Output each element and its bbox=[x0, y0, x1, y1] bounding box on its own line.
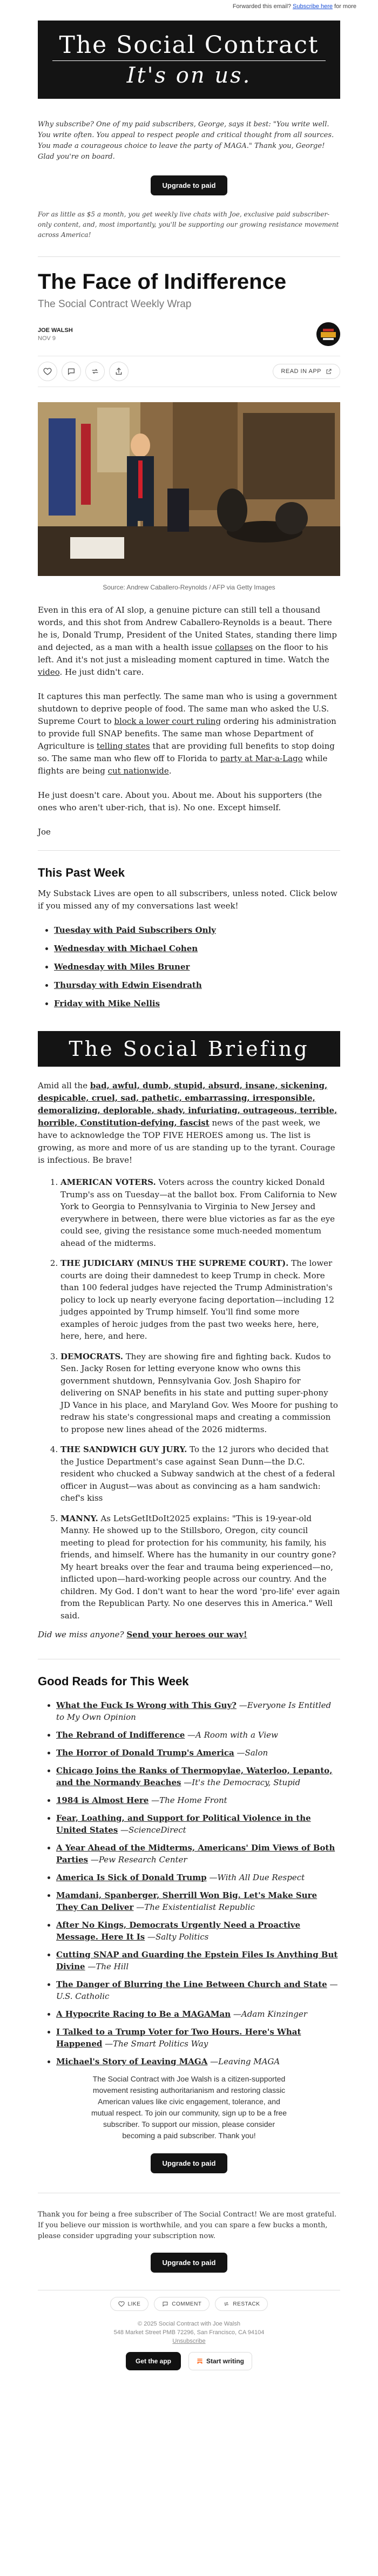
list-item: 4. THE SANDWICH GUY JURY. To the 12 jurors who decided that the Justice Department's case against Sean Dunn—the D.C. resident who chucked a Subway sandwich at the chest of a federal officer in August—was about as convincing as a ham sandwich: chef's kiss bbox=[60, 1443, 340, 1504]
divider bbox=[38, 256, 340, 257]
banner-subtitle: It's on us. bbox=[126, 63, 252, 88]
list-item: • 1984 is Almost Here —The Home Front bbox=[56, 1794, 340, 1806]
past-week-list bbox=[38, 924, 340, 1009]
list-item[interactable]: • Friday with Mike Nellis bbox=[54, 998, 340, 1009]
list-item: • What the Fuck Is Wrong with This Guy? —Everyone Is Entitled to My Own Opinion bbox=[56, 1699, 340, 1723]
list-item: • Cutting SNAP and Guarding the Epstein Files Is Anything But Divine —The Hill bbox=[56, 1949, 340, 1972]
unsubscribe-link[interactable]: Unsubscribe bbox=[172, 2338, 206, 2344]
list-item: • The Rebrand of Indifference —A Room with a View bbox=[56, 1729, 340, 1741]
cut-nationwide-link[interactable]: cut nationwide bbox=[107, 766, 169, 776]
forward-bar bbox=[0, 0, 378, 13]
past-week-intro: My Substack Lives are open to all subscribers, unless noted. Click below if you missed any of my conversations last week! bbox=[38, 889, 338, 911]
read-in-app-button[interactable]: READ IN APP bbox=[273, 364, 340, 379]
good-reads-heading: Good Reads for This Week bbox=[38, 1675, 189, 1688]
post-subtitle: The Social Contract Weekly Wrap bbox=[38, 299, 192, 310]
mar-a-lago-link[interactable]: party at Mar-a-Lago bbox=[220, 754, 303, 763]
article-body bbox=[38, 604, 340, 838]
list-item: • A Year Ahead of the Midterms, Americans' Dim Views of Both Parties —Pew Research Center bbox=[56, 1842, 340, 1866]
list-item: • Michael's Story of Leaving MAGA —Leaving MAGA bbox=[56, 2056, 340, 2067]
list-item: • A Hypocrite Racing to Be a MAGAMan —Adam Kinzinger bbox=[56, 2008, 340, 2020]
hero-photo[interactable] bbox=[38, 402, 340, 576]
copyright: © 2025 Social Contract with Joe Walsh bbox=[138, 2321, 240, 2327]
intro-text: Why subscribe? One of my paid subscribers, George, says it best: "You write well. You write often. You appeal to respect people and critical thought from all sources. You made a courageous choice to leave the party of MAGA." Thank you, George! Glad you're on board. bbox=[38, 120, 334, 161]
list-item[interactable]: • Tuesday with Paid Subscribers Only bbox=[54, 924, 340, 936]
restack-button[interactable]: RESTACK bbox=[215, 2297, 268, 2311]
social-actions bbox=[38, 2297, 340, 2311]
comment-icon[interactable] bbox=[62, 362, 81, 381]
missed-anyone: Did we miss anyone? Send your heroes our way! bbox=[38, 1630, 247, 1639]
send-heroes-link[interactable]: Send your heroes our way! bbox=[126, 1630, 247, 1639]
banner-title: The Social Contract bbox=[52, 31, 325, 61]
for-more-text: for more bbox=[334, 3, 356, 10]
like-icon[interactable] bbox=[38, 362, 57, 381]
divider bbox=[38, 850, 340, 851]
byline bbox=[38, 322, 340, 346]
list-item[interactable]: • Thursday with Edwin Eisendrath bbox=[54, 979, 340, 991]
comment-icon bbox=[162, 2301, 168, 2307]
paragraph: He just doesn't care. About you. About me. About his supporters (the ones who aren't uber-rich, that is). No one. Except himself. bbox=[38, 790, 322, 812]
post-date: NOV 9 bbox=[38, 335, 56, 342]
list-item: 3. DEMOCRATS. They are showing fire and fighting back. Kudos to Sen. Jacky Rosen for letting everyone know who owns this government shutdown, Pennsylvania Gov. Josh Shapiro for delivering on SNAP benefits in his state and putting super-phony JD Vance in his place, and Maryland Gov. Wes Moore for pushing to redraw his state's congressional maps and creating a commission to propose new lines ahead of the 2026 midterms. bbox=[60, 1351, 340, 1436]
paragraph: It captures this man perfectly. The same man who is using a government shutdown to deprive people of food. The same man who asked the U.S. Supreme Court to block a lower court ruling ordering his administration to provide full SNAP benefits. The same man whose Department of Agriculture is telling states that are providing full benefits to stop doing so. The same man who flew off to Florida to party at Mar-a-Lago while flights are being cut nationwide. bbox=[38, 692, 338, 776]
collapses-link[interactable]: collapses bbox=[215, 642, 253, 652]
start-writing-button[interactable]: Start writing bbox=[188, 2352, 252, 2370]
list-item: 5. MANNY. As LetsGetItDoIt2025 explains: "This is 19-year-old Manny. He showed up to the Stillsboro, Oregon, city council meeting to plead for protection for his community, his family, his friends, and himself. Where has the humanity in our country gone? My heart breaks over the fear and trauma being experienced—no, inflicted upon—hard-working people across our country. And the children. My God. I don't want to hear the word 'pro-life' ever again from the Republican Party. No one deserves this in America." Well said. bbox=[60, 1513, 340, 1622]
like-button[interactable]: LIKE bbox=[110, 2297, 149, 2311]
list-item: 2. THE JUDICIARY (MINUS THE SUPREME COURT). The lower courts are doing their damnedest to keep Trump in check. More than 100 federal judges have rejected the Trump Administration's policy to lock up nearly everyone facing deportation—including 12 judges appointed by Trump himself. You'll find some more examples of heroic judges from the past two weeks here, here, here, here, and here. bbox=[60, 1257, 340, 1343]
list-item[interactable]: • Wednesday with Miles Bruner bbox=[54, 961, 340, 973]
restack-icon bbox=[223, 2301, 230, 2307]
past-week-heading: This Past Week bbox=[38, 866, 125, 879]
post-title[interactable]: The Face of Indifference bbox=[38, 270, 287, 294]
list-item: • I Talked to a Trump Voter for Two Hours. Here's What Happened —The Smart Politics Way bbox=[56, 2026, 340, 2050]
list-item: • The Horror of Donald Trump's America —Salon bbox=[56, 1747, 340, 1759]
good-reads-list bbox=[38, 1699, 340, 2067]
substack-icon bbox=[197, 2358, 203, 2364]
share-icon[interactable] bbox=[109, 362, 129, 381]
signature: Joe bbox=[38, 827, 51, 837]
keyword-list[interactable]: bad, awful, dumb, stupid, absurd, insane, sickening, despicable, cruel, sad, pathetic, embarrassing, irresponsible, demoralizing, deplorable, shady, infuriating, outrageous, terrible, horrible, Constitution-defying, fascist bbox=[38, 1081, 338, 1128]
paragraph: Even in this era of AI slop, a genuine picture can still tell a thousand words, and this shot from Andrew Caballero-Reynolds is a beaut. There he is, Donald Trump, President of the United States, standing there limp and dejected, as a man with a health issue collapses on the floor to his left. And it's not just a misleading moment captured in time. Watch the video. He just didn't care. bbox=[38, 605, 337, 677]
list-item: • Mamdani, Spanberger, Sherrill Won Big. Let's Make Sure They Can Deliver —The Existentialist Republic bbox=[56, 1889, 340, 1913]
heroes-list bbox=[38, 1176, 340, 1622]
telling-states-link[interactable]: telling states bbox=[97, 741, 150, 751]
thanks-text: Thank you for being a free subscriber of The Social Contract! We are most grateful. If you believe our mission is worthwhile, and you can spare a few bucks a month, please consider upgrading your subscription now. bbox=[38, 2211, 337, 2240]
fine-print: For as little as $5 a month, you get weekly live chats with Joe, exclusive paid subscriber-only content, and, most importantly, you'll be supporting our growing resistance movement across America! bbox=[38, 211, 339, 239]
photo-caption: Source: Andrew Caballero-Reynolds / AFP via Getty Images bbox=[103, 584, 275, 591]
list-item: • America Is Sick of Donald Trump —With All Due Respect bbox=[56, 1872, 340, 1883]
address: 548 Market Street PMB 72296, San Francisco, CA 94104 bbox=[113, 2329, 265, 2336]
footer bbox=[38, 2320, 340, 2345]
list-item: • Fear, Loathing, and Support for Political Violence in the United States —ScienceDirect bbox=[56, 1812, 340, 1836]
list-item: • Chicago Joins the Ranks of Thermopylae, Waterloo, Lepanto, and the Normandy Beaches —It's the Democracy, Stupid bbox=[56, 1765, 340, 1788]
upgrade-button-footer[interactable]: Upgrade to paid bbox=[151, 2253, 228, 2273]
video-link[interactable]: video bbox=[38, 667, 60, 677]
action-bar bbox=[38, 356, 340, 387]
why-subscribe-link[interactable]: Why subscribe? bbox=[38, 120, 94, 128]
briefing-banner bbox=[38, 1031, 340, 1067]
publication-logo[interactable] bbox=[316, 322, 340, 346]
upgrade-button-bottom[interactable]: Upgrade to paid bbox=[151, 2153, 228, 2173]
app-links bbox=[38, 2352, 340, 2370]
list-item: • After No Kings, Democrats Urgently Need a Proactive Message. Here It Is —Salty Politics bbox=[56, 1919, 340, 1943]
list-item: • The Danger of Blurring the Line Between Church and State —U.S. Catholic bbox=[56, 1978, 340, 2002]
lower-court-link[interactable]: block a lower court ruling bbox=[114, 716, 221, 726]
upgrade-button-top[interactable]: Upgrade to paid bbox=[151, 175, 228, 195]
restack-icon[interactable] bbox=[85, 362, 105, 381]
author-name[interactable]: JOE WALSH bbox=[38, 327, 73, 334]
external-link-icon bbox=[326, 368, 332, 375]
get-app-button[interactable]: Get the app bbox=[126, 2352, 181, 2370]
list-item[interactable]: • Wednesday with Michael Cohen bbox=[54, 943, 340, 954]
list-item: 1. AMERICAN VOTERS. Voters across the country kicked Donald Trump's ass on Tuesday—at the ballot box. From California to New York to Georgia to Pennsylvania to Virginia to New Jersey and everywhere in between, there were blue victories as far as the eye could see, giving the resistance some much-needed momentum ahead of the midterms. bbox=[60, 1176, 340, 1249]
heart-icon bbox=[118, 2301, 125, 2307]
outro-text: The Social Contract with Joe Walsh is a citizen-supported movement resisting authoritarianism and restoring classic American values like civic engagement, tolerance, and mutual respect. To join our community, sign up to be a free subscriber. To support our mission, please consider becoming a paid subscriber. Thank you! bbox=[91, 2075, 287, 2140]
forwarded-text: Forwarded this email? bbox=[232, 3, 292, 10]
subscribe-link[interactable]: Subscribe here bbox=[293, 3, 333, 10]
header-banner bbox=[38, 21, 340, 99]
briefing-title: The Social Briefing bbox=[69, 1037, 309, 1061]
briefing-intro: Amid all the bad, awful, dumb, stupid, absurd, insane, sickening, despicable, cruel, sad, pathetic, embarrassing, irresponsible, demoralizing, deplorable, shady, infuriating, outrageous, terrible, horrible, Constitution-defying, fascist news of the past week, we have to acknowledge the TOP FIVE HEROES among us. The list is growing, as more and more of us are standing up to the tyrant. Courage is infectious. Be brave! bbox=[38, 1081, 338, 1165]
comment-button[interactable]: COMMENT bbox=[154, 2297, 210, 2311]
